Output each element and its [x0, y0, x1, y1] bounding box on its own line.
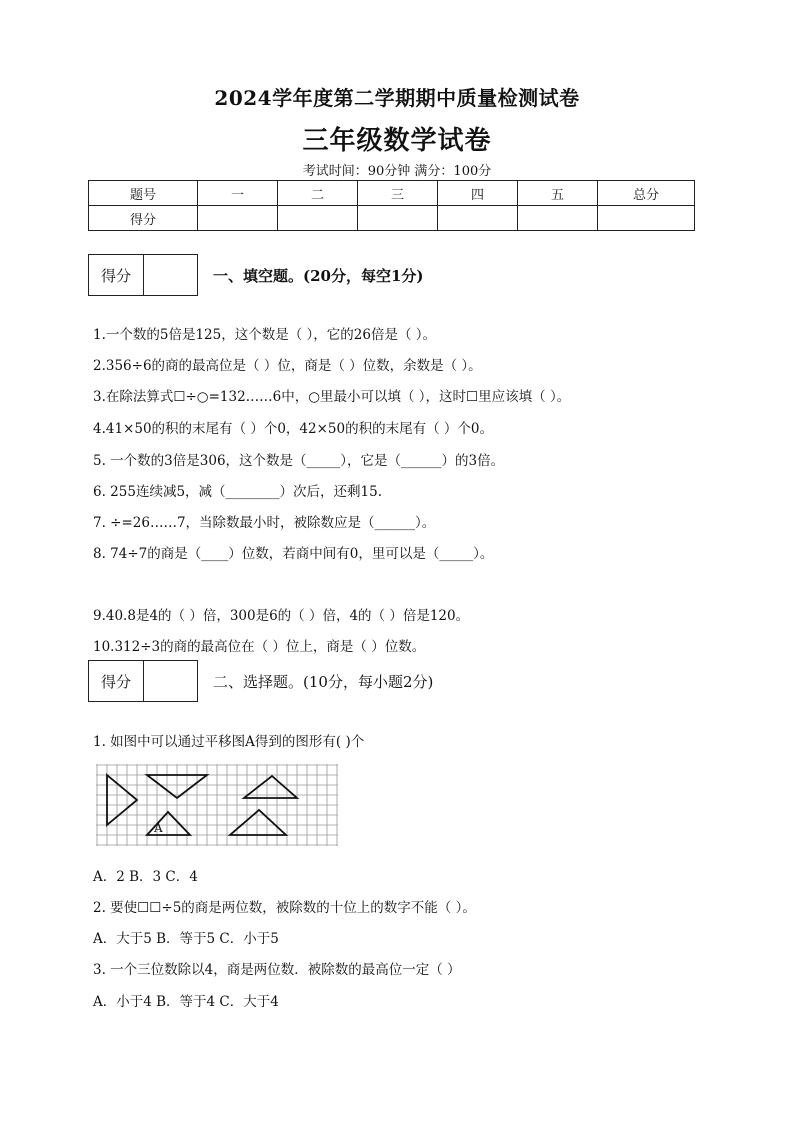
translation-figure	[96, 764, 338, 850]
section2-score-label: 得分	[89, 661, 144, 701]
score-table-cell: 题号	[89, 181, 198, 206]
score-table	[88, 180, 695, 231]
score-table-cell: 总分	[598, 181, 695, 206]
choice-question: 3. 一个三位数除以4，商是两位数．被除数的最高位一定（ ）	[93, 962, 461, 978]
section1-score-label: 得分	[89, 255, 144, 295]
grid-figure-svg	[96, 764, 338, 846]
score-input-cell[interactable]	[438, 206, 518, 231]
score-input-cell[interactable]	[598, 206, 695, 231]
figure-label-a: A	[154, 821, 163, 835]
section1-score-box	[88, 254, 198, 296]
fill-question: 1.一个数的5倍是125，这个数是（ ），它的26倍是（ ）。	[93, 327, 436, 343]
score-table-cell: 得分	[89, 206, 198, 231]
score-table-cell: 三	[358, 181, 438, 206]
score-table-score-row	[89, 206, 695, 231]
fill-question: 7. ÷=26……7，当除数最小时，被除数应是（______）。	[93, 515, 436, 531]
exam-subtitle: 三年级数学试卷	[302, 126, 492, 156]
fill-question: 2.356÷6的商的最高位是（ ）位，商是（ ）位数，余数是（ ）。	[93, 358, 482, 374]
section2-heading: 二、选择题。(10分，每小题2分)	[213, 673, 434, 691]
fill-question: 9.40.8是4的（ ）倍，300是6的（ ）倍，4的（ ）倍是120。	[93, 608, 470, 624]
fill-question: 5. 一个数的3倍是306，这个数是（_____），它是（______）的3倍。	[93, 453, 505, 469]
triangle-right-pointing	[107, 775, 137, 825]
choice-question: 2. 要使☐☐÷5的商是两位数，被除数的十位上的数字不能（ ）。	[93, 900, 476, 916]
section1-heading: 一、填空题。(20分，每空1分)	[213, 267, 424, 285]
choice-question: 1. 如图中可以通过平移图A得到的图形有( )个	[93, 734, 365, 750]
triangle-upright-bottom	[230, 810, 286, 835]
choice-options: A．2 B．3 C．4	[93, 869, 198, 885]
score-table-cell: 五	[518, 181, 598, 206]
score-table-header-row	[89, 181, 695, 206]
fill-question: 4.41×50的积的末尾有（ ）个0，42×50的积的末尾有（ ）个0。	[93, 421, 493, 437]
fill-question: 8. 74÷7的商是（____）位数，若商中间有0，里可以是（_____）。	[93, 546, 494, 562]
section1-score-input[interactable]	[144, 255, 197, 295]
score-input-cell[interactable]	[358, 206, 438, 231]
choice-options: A．大于5 B．等于5 C．小于5	[93, 931, 279, 947]
score-table-cell: 四	[438, 181, 518, 206]
section2-score-box	[88, 660, 198, 702]
score-input-cell[interactable]	[518, 206, 598, 231]
fill-question: 6. 255连续减5，减（________）次后，还剩15.	[93, 484, 382, 500]
fill-question: 3.在除法算式☐÷○=132……6中，○里最小可以填（ ），这时☐里应该填（ ）。	[93, 389, 571, 405]
score-table-cell: 二	[278, 181, 358, 206]
score-input-cell[interactable]	[278, 206, 358, 231]
score-table-cell: 一	[198, 181, 278, 206]
exam-title: 2024学年度第二学期期中质量检测试卷	[214, 86, 580, 110]
score-input-cell[interactable]	[198, 206, 278, 231]
fill-question: 10.312÷3的商的最高位在（ ）位上，商是（ ）位数。	[93, 639, 426, 655]
exam-info: 考试时间：90分钟 满分：100分	[302, 164, 492, 179]
choice-options: A．小于4 B．等于4 C．大于4	[93, 994, 279, 1010]
section2-score-input[interactable]	[144, 661, 197, 701]
